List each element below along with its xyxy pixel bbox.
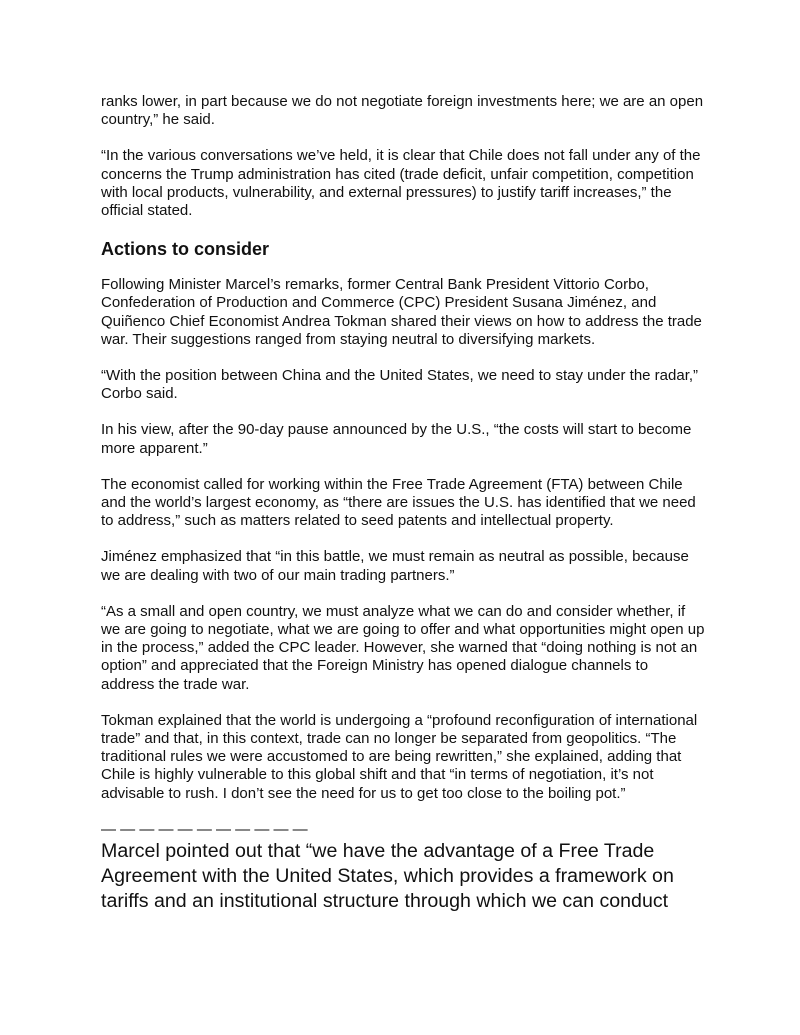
paragraph-small-open-country: “As a small and open country, we must analyze what we can do and consider whether, if we are going to negotiate, what we are going to offer and what opportunities might open up in the process,” added the CPC leader. However, she warned that “doing nothing is not an option” and appreciated that the Foreign Ministry has opened dialogue channels to address the trade war.: [101, 602, 705, 693]
paragraph-trump-concerns: “In the various conversations we’ve held, it is clear that Chile does not fall under any of the concerns the Trump administration has cited (trade deficit, unfair competition, competition with local products, vulnerability, and external pressures) to justify tariff increases,” the official stated.: [101, 147, 701, 220]
paragraph-fta: The economist called for working within the Free Trade Agreement (FTA) between Chile and the world’s largest economy, as “there are issues the U.S. has identified that we need to address,” such as matters related to seed patents and intellectual property.: [101, 475, 696, 530]
paragraph-90-day-pause: In his view, after the 90-day pause announced by the U.S., “the costs will start to become more apparent.”: [101, 421, 692, 457]
paragraph-corbo-quote: “With the position between China and the United States, we need to stay under the radar,” Corbo said.: [101, 367, 699, 403]
document-page: [101, 93, 705, 914]
paragraph-tokman: Tokman explained that the world is undergoing a “profound reconfiguration of international trade” and that, in this context, trade can no longer be separated from geopolitics. “The traditional rules we were accustomed to are being rewritten,” she explained, adding that Chile is highly vulnerable to this global shift and that “in terms of negotiation, it’s not advisable to rush. I don’t see the need for us to get too close to the boiling pot.”: [101, 711, 698, 802]
separator-line: — — — — — — — — — — —: [101, 820, 308, 838]
paragraph-open-country: ranks lower, in part because we do not negotiate foreign investments here; we are an open country,” he said.: [101, 93, 704, 129]
section-heading: Actions to consider: [101, 239, 270, 260]
paragraph-marcel-large: Marcel pointed out that “we have the advantage of a Free Trade Agreement with the United States, which provides a framework on tariffs and an institutional structure through which we can conduct: [101, 839, 674, 912]
paragraph-following-remarks: Following Minister Marcel’s remarks, former Central Bank President Vittorio Corbo, Confederation of Production and Commerce (CPC) President Susana Jiménez, and Quiñenco Chief Economist Andrea Tokman shared their views on how to address the trade war. Their suggestions ranged from staying neutral to diversifying markets.: [101, 276, 702, 348]
paragraph-jimenez-neutral: Jiménez emphasized that “in this battle, we must remain as neutral as possible, because we are dealing with two of our main trading partners.”: [101, 548, 689, 584]
